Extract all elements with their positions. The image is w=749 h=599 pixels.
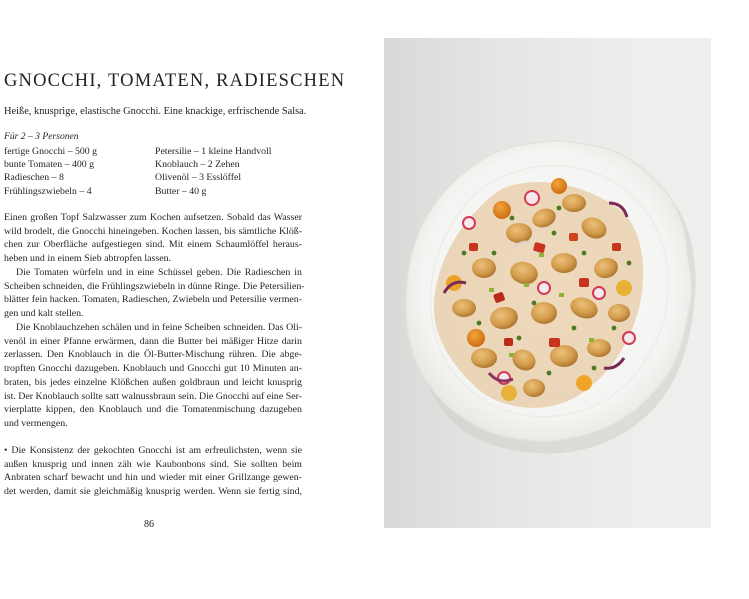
gnocchi-dish-photo [384, 38, 711, 528]
text-line: Scheiben schneiden, die Frühlingszwiebeln in dünne Ringe. Die Petersilien- [4, 280, 305, 292]
text-line: blätter fein hacken. Tomaten, Radieschen, Zwiebeln und Petersilie vermen- [4, 294, 302, 306]
ingredient-item: Radieschen – 8 [4, 172, 64, 184]
ingredients-left-column [4, 145, 97, 198]
text-line: tropften Gnocchi dazugeben. Knoblauch und Gnocchi gut 10 Minuten an- [4, 363, 302, 375]
text-line: heben und in einem Sieb abtropfen lassen. [4, 253, 172, 265]
text-line: • Die Konsistenz der gekochten Gnocchi ist am erfreulichsten, wenn sie [4, 445, 302, 456]
ingredient-item: Petersilie – 1 kleine Handvoll [155, 146, 272, 157]
dish-illustration [384, 38, 711, 528]
text-line: braten, bis jedes einzelne Klößchen außen goldbraun und leicht knusprig [4, 376, 302, 388]
text-line: außen knusprig und innen zäh wie Kaubonbons sind. Sie sollten beim [4, 458, 302, 470]
text-line: vierplatte kippen, den Knoblauch und die Tomatenmischung dazugeben [4, 404, 302, 416]
recipe-title: GNOCCHI, TOMATEN, RADIESCHEN [4, 71, 346, 91]
ingredient-item: Knoblauch – 2 Zehen [155, 159, 240, 171]
text-line: gen und kalt stellen. [4, 308, 84, 320]
text-line: Die Knoblauchzehen schälen und in feine Scheiben schneiden. Das Oli- [16, 322, 302, 333]
tip-paragraph [4, 444, 302, 499]
ingredient-item: Butter – 40 g [155, 185, 207, 197]
instruction-paragraph-2 [4, 266, 305, 321]
ingredient-item: Frühlingszwiebeln – 4 [4, 185, 92, 197]
instruction-paragraph-1 [4, 211, 302, 266]
ingredient-item: Olivenöl – 3 Esslöffel [155, 172, 242, 184]
text-line: zerlassen. Den Knoblauch in die Öl-Butter-Mischung rühren. Die abge- [4, 349, 302, 361]
recipe-subtitle: Heiße, knusprige, elastische Gnocchi. Eine knackige, erfrischende Salsa. [4, 106, 307, 117]
text-line: wild brodelt, die Gnocchi hineingeben. Kochen lassen, bis sämtliche Klöß- [4, 225, 302, 237]
ingredient-item: bunte Tomaten – 400 g [4, 159, 95, 171]
text-line: Einen großen Topf Salzwasser zum Kochen aufsetzen. Sobald das Wasser [4, 212, 302, 223]
text-line: ist. Der Knoblauch sollte satt walnussbraun sein. Die Gnocchi auf eine Ser- [4, 390, 302, 402]
instruction-paragraph-3 [4, 321, 302, 431]
text-line: Die Tomaten würfeln und in eine Schüssel geben. Die Radieschen in [16, 267, 302, 278]
text-line: und vermengen. [4, 417, 68, 429]
text-line: chen zur Oberfläche aufgestiegen sind. Mit einem Schaumlöffel heraus- [4, 239, 302, 251]
ingredients-right-column [155, 145, 271, 198]
page-number: 86 [144, 519, 154, 530]
text-line: Anbraten scharf bewacht und hin und wieder mit einer Grillzange gewen- [4, 472, 302, 484]
text-line: det werden, damit sie gleichmäßig knusprig werden. Wenn sie fertig sind, [4, 486, 302, 498]
servings-label: Für 2 – 3 Personen [4, 131, 79, 142]
ingredient-item: fertige Gnocchi – 500 g [4, 146, 98, 157]
text-line: venöl in einer Pfanne erwärmen, dann die Butter bei mäßiger Hitze darin [4, 335, 302, 347]
